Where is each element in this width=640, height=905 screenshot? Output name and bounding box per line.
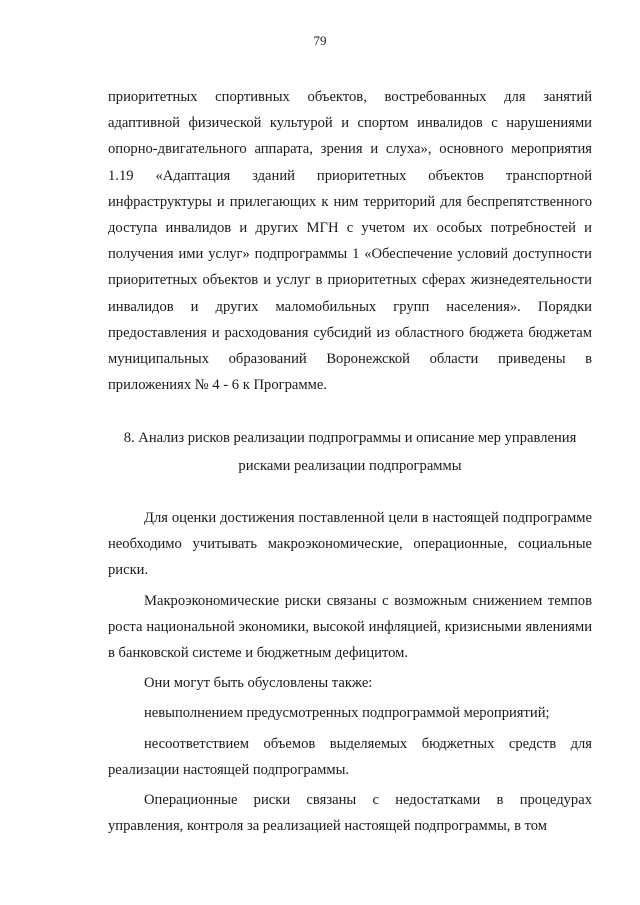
section-heading-line-2: рисками реализации подпрограммы [238, 458, 462, 474]
intro-paragraph: приоритетных спортивных объектов, востребованных для занятий адаптивной физической культурой и спортом инвалидов с нарушениями опорно-двигательного аппарата, зрения и слуха», основного мероприятия 1.19 «Адаптация зданий приоритетных объектов транспортной инфраструктуры и прилегающих к ним территорий для беспрепятственного доступа инвалидов и других МГН с учетом их особых потребностей и получения ими услуг» подпрограммы 1 «Обеспечение условий доступности приоритетных объектов и услуг в приоритетных сферах жизнедеятельности инвалидов и других маломобильных групп населения». Порядки предоставления и расходования субсидий из областного бюджета бюджетам муниципальных образований Воронежской области приведены в приложениях № 4 - 6 к Программе. [108, 89, 592, 394]
paragraph-risk-assessment: Для оценки достижения поставленной цели в настоящей подпрограмме необходимо учитывать макроэкономические, операционные, социальные риски. [108, 510, 592, 579]
paragraph-causes-intro: Они могут быть обусловлены также: [144, 675, 373, 692]
section-heading-line-1: 8. Анализ рисков реализации подпрограммы и описание мер управления [123, 430, 577, 446]
intro-block [108, 84, 592, 398]
paragraph-macroeconomic-risks: Макроэкономические риски связаны с возможным снижением темпов роста национальной экономики, высокой инфляцией, кризисными явлениями в банковской системе и бюджетным дефицитом. [108, 592, 592, 662]
paragraph-cause-funding-mismatch: несоответствием объемов выделяемых бюджетных средств для реализации настоящей подпрограммы. [108, 735, 592, 778]
section-heading [108, 424, 592, 480]
section-body [108, 505, 592, 839]
paragraph-cause-nonfulfillment: невыполнением предусмотренных подпрограммой мероприятий; [144, 705, 550, 722]
page-number: 79 [313, 33, 327, 48]
paragraph-operational-risks: Операционные риски связаны с недостатками в процедурах управления, контроля за реализацией настоящей подпрограммы, в том [108, 792, 592, 835]
